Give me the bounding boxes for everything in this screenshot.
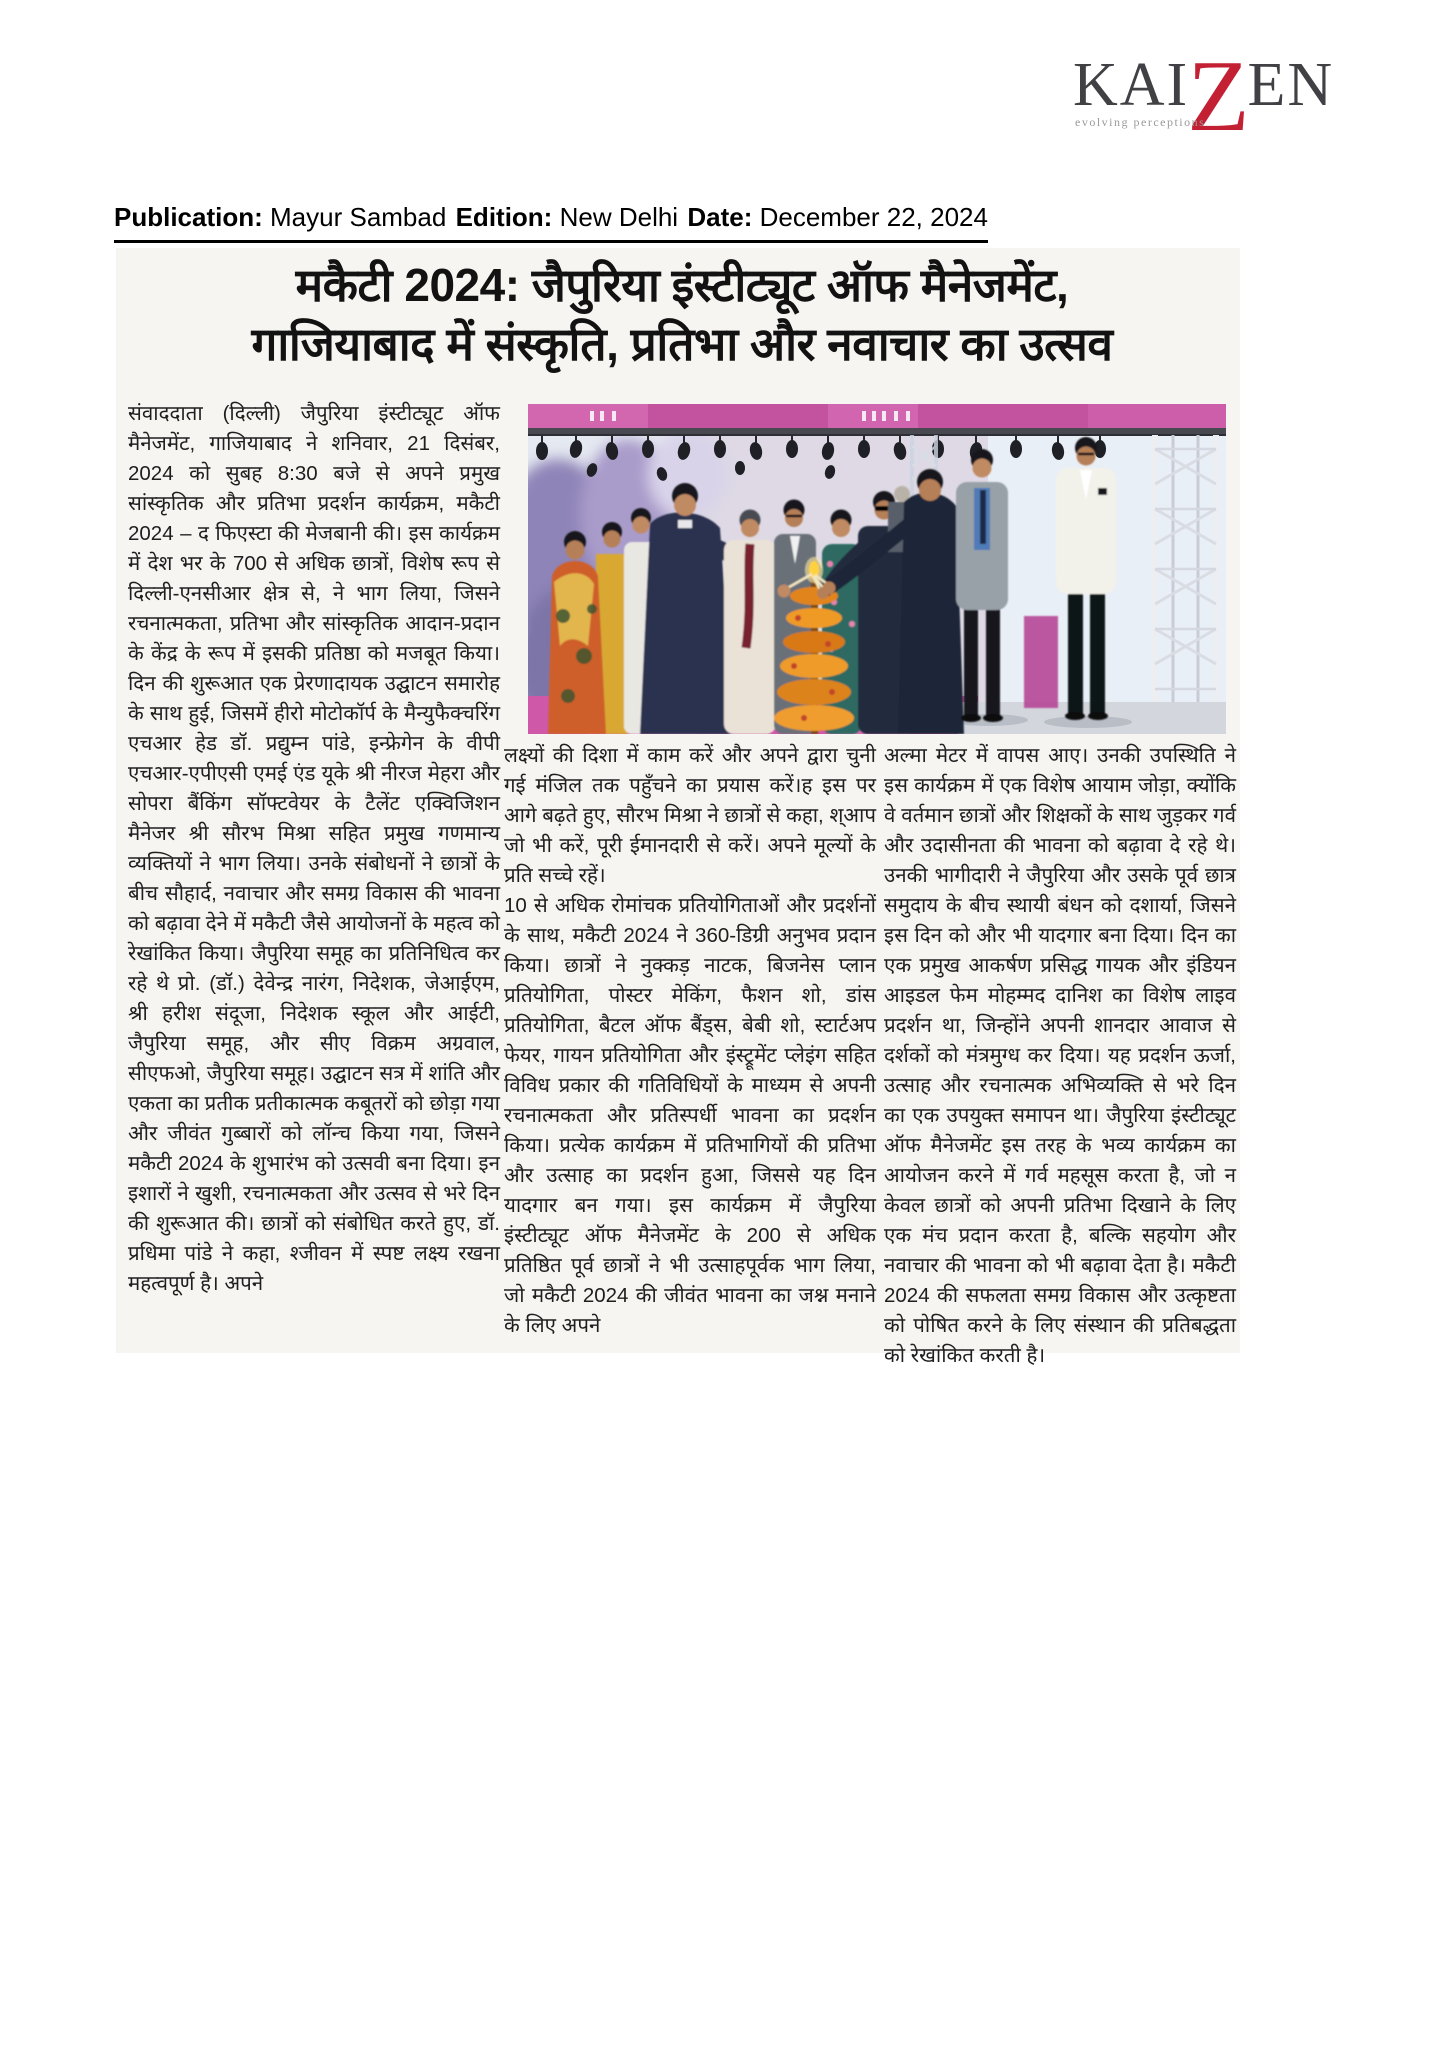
stage-truss [528, 428, 1226, 436]
publication-field [114, 202, 446, 233]
kaizen-logo [1073, 34, 1403, 153]
edition-label: Edition: [455, 202, 553, 232]
stage-banner [528, 404, 1226, 428]
column1-text: संवाददाता (दिल्ली) जैपुरिया इंस्टीट्यूट ऑफ मैनेजमेंट, गाजियाबाद ने शनिवार, 21 दिसंबर, 2024 को सुबह 8:30 बजे से अपने प्रमुख सांस्कृतिक और प्रतिभा प्रदर्शन कार्यक्रम, मकैटी 2024 – द फिएस्टा की मेजबानी की। इस कार्यक्रम में देश भर के 700 से अधिक छात्रों, विशेष रूप से दिल्ली-एनसीआर क्षेत्र से, ने भाग लिया, जिसने रचनात्मकता, प्रतिभा और सांस्कृतिक आदान-प्रदान के केंद्र के रूप में इसकी प्रतिष्ठा को मजबूत किया। दिन की शुरूआत एक प्रेरणादायक उद्घाटन समारोह के साथ हुई, जिसमें हीरो मोटोकॉर्प के मैन्युफैक्चरिंग एचआर हेड डॉ. प्रद्युम्न पांडे, इन्फ्रेगेन के वीपी एचआर-एपीएसी एमई एंड यूके श्री नीरज मेहरा और सोपरा बैंकिंग सॉफ्टवेयर के टैलेंट एक्विजिशन मैनेजर श्री सौरभ मिश्रा सहित प्रमुख गणमान्य व्यक्तियों ने भाग लिया। उनके संबोधनों ने छात्रों के बीच सौहार्द, नवाचार और समग्र विकास की भावना को बढ़ावा देने में मकैटी जैसे आयोजनों के महत्व को रेखांकित किया। जैपुरिया समूह का प्रतिनिधित्व कर रहे थे प्रो. (डॉ.) देवेन्द्र नारंग, निदेशक, जेआईएम, श्री हरीश संदूजा, निदेशक स्कूल और आईटी, जैपुरिया समूह, और सीए विक्रम अग्रवाल, सीएफओ, जैपुरिया समूह। उद्घाटन सत्र में शांति और एकता का प्रतीक प्रतीकात्मक कबूतरों को छोड़ा गया और जीवंत गुब्बारों को लॉन्च किया गया, जिसने मकैटी 2024 के शुभारंभ को उत्सवी बना दिया। इन इशारों ने खुशी, रचनात्मकता और उत्सव से भरे दिन की शुरूआत की। छात्रों को संबोधित करते हुए, डॉ. प्रधिमा पांडे ने कहा, श्जीवन में स्पष्ट लक्ष्य रखना महत्वपूर्ण है। अपने [128, 402, 500, 1295]
logo-text-z: Z [1187, 40, 1250, 153]
column2-paragraph-1: लक्ष्यों की दिशा में काम करें और अपने द्वारा चुनी गई मंजिल तक पहुँचने का प्रयास करें।ह इस पर आगे बढ़ते हुए, सौरभ मिश्रा ने छात्रों से कहा, श्आप जो भी करें, पूरी ईमानदारी से करें। अपने मूल्यों के प्रति सच्चे रहें। [504, 744, 876, 887]
article-column-1 [128, 399, 500, 1299]
article-column-2 [504, 741, 876, 1341]
article-headline [126, 256, 1238, 374]
column3-text: अल्मा मेटर में वापस आए। उनकी उपस्थिति ने इस कार्यक्रम में एक विशेष आयाम जोड़ा, क्योंकि वे वर्तमान छात्रों और शिक्षकों के साथ जुड़कर गर्व और उदासीनता की भावना को बढ़ावा दे रहे थे। उनकी भागीदारी ने जैपुरिया और उसके पूर्व छात्र समुदाय के बीच स्थायी बंधन को दशार्या, जिसने इस दिन को और भी यादगार बना दिया। दिन का एक प्रमुख आकर्षण प्रसिद्ध गायक और इंडियन आइडल फेम मोहम्मद दानिश का विशेष लाइव प्रदर्शन था, जिन्होंने अपनी शानदार आवाज से दर्शकों को मंत्रमुग्ध कर दिया। यह प्रदर्शन ऊर्जा, उत्साह और रचनात्मक अभिव्यक्ति से भरे दिन का एक उपयुक्त समापन था। जैपुरिया इंस्टीट्यूट ऑफ मैनेजमेंट इस तरह के भव्य कार्यक्रम का आयोजन करने में गर्व महसूस करता है, जो न केवल छात्रों को अपनी प्रतिभा दिखाने के लिए एक मंच प्रदान करता है, बल्कि सहयोग और नवाचार की भावना को भी बढ़ावा देता है। मकैटी 2024 की सफलता समग्र विकास और उत्कृष्टता को पोषित करने के लिए संस्थान की प्रतिबद्धता को रेखांकित करती है। [884, 744, 1236, 1367]
column2-paragraph-2: 10 से अधिक रोमांचक प्रतियोगिताओं और प्रदर्शनों के साथ, मकैटी 2024 ने 360-डिग्री अनुभव प्रदान किया। छात्रों ने नुक्कड़ नाटक, बिजनेस प्लान प्रतियोगिता, पोस्टर मेकिंग, फैशन शो, डांस प्रतियोगिता, बैटल ऑफ बैंड्स, बेबी शो, स्टार्टअप फेयर, गायन प्रतियोगिता और इंस्ट्रूमेंट प्लेइंग सहित विविध प्रकार की गतिविधियों के माध्यम से अपनी रचनात्मकता और प्रतिस्पर्धी भावना का प्रदर्शन किया। प्रत्येक कार्यक्रम में प्रतिभागियों की प्रतिभा और उत्साह का प्रदर्शन हुआ, जिससे यह दिन यादगार बन गया। इस कार्यक्रम में जैपुरिया इंस्टीट्यूट ऑफ मैनेजमेंट के 200 से अधिक प्रतिष्ठित पूर्व छात्रों ने भी उत्साहपूर्वक भाग लिया, जो मकैटी 2024 की जीवंत भावना का जश्न मनाने के लिए अपने [504, 894, 876, 1337]
publication-label: Publication: [114, 202, 263, 232]
edition-value: New Delhi [559, 202, 679, 232]
edition-field [456, 202, 679, 233]
clipping-meta-row [114, 202, 988, 243]
event-photo-illustration [528, 404, 1226, 734]
headline-line-1: मकैटी 2024: जैपुरिया इंस्टीट्यूट ऑफ मैनेजमेंट, [295, 259, 1069, 311]
event-photo [528, 404, 1226, 734]
publication-value: Mayur Sambad [270, 202, 447, 232]
logo-text-kai: KAI [1073, 50, 1190, 119]
date-label: Date: [687, 202, 753, 232]
kaizen-logo-wordmark [1073, 34, 1403, 153]
article-column-3 [884, 741, 1236, 1371]
headline-line-2: गाजियाबाद में संस्कृति, प्रतिभा और नवाचार का उत्सव [251, 318, 1113, 370]
date-value: December 22, 2024 [759, 202, 988, 232]
logo-tagline: evolving perceptions [1075, 114, 1206, 129]
logo-text-en: EN [1247, 50, 1335, 119]
date-field [687, 202, 988, 233]
